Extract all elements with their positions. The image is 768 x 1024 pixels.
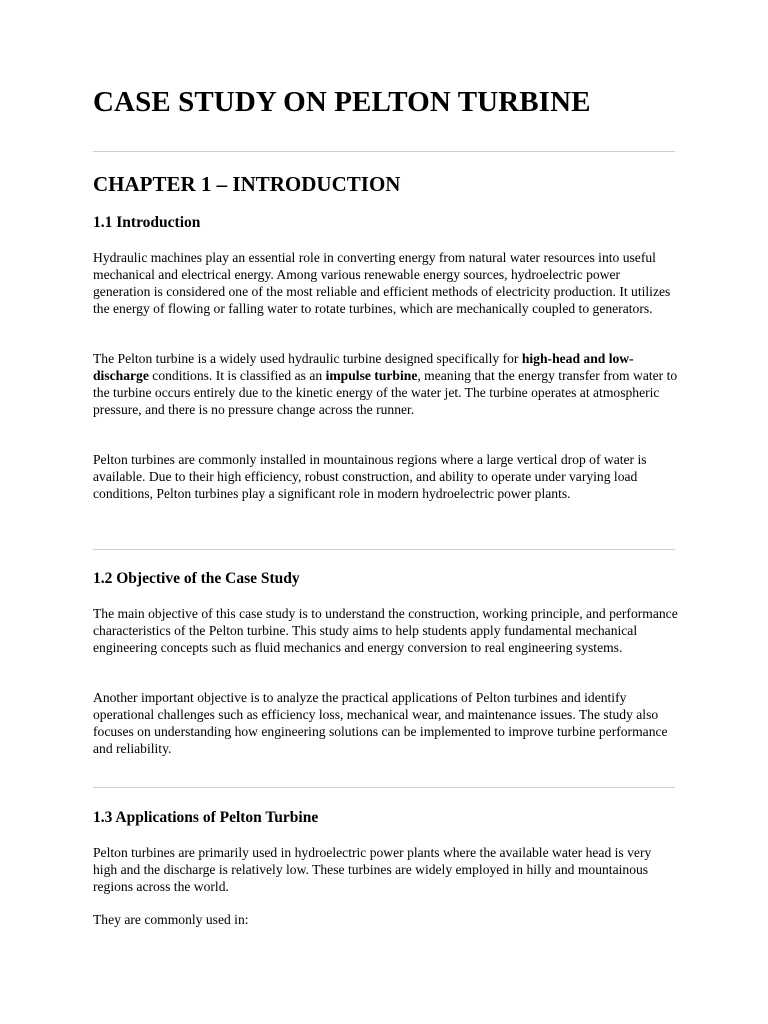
paragraph: Hydraulic machines play an essential role in converting energy from natural water resources into useful mechanical and electrical energy. Among various renewable energy sources, hydroelectric power generation is considered one of the most reliable and efficient methods of electricity production. It utilizes the energy of flowing or falling water to rotate turbines, which are mechanically coupled to generators. bbox=[93, 250, 671, 316]
emphasis-text: high-head and low-discharge bbox=[93, 351, 634, 383]
chapter-title: CHAPTER 1 – INTRODUCTION bbox=[93, 172, 401, 196]
paragraph-text: The Pelton turbine is a widely used hydraulic turbine designed specifically for bbox=[93, 351, 522, 366]
paragraph-text: , meaning that the energy transfer from water to the turbine occurs entirely due to the kinetic energy of the water jet. The turbine operates at atmospheric pressure, and there is no pressure change across the runner. bbox=[93, 367, 678, 417]
section-heading-objective: 1.2 Objective of the Case Study bbox=[93, 570, 300, 587]
paragraph: Pelton turbines are primarily used in hydroelectric power plants where the available water head is very high and the discharge is relatively low. These turbines are widely employed in hilly and mountainous regions across the world. bbox=[93, 845, 652, 894]
paragraph: They are commonly used in: bbox=[93, 912, 249, 927]
section-heading-introduction: 1.1 Introduction bbox=[93, 214, 201, 231]
paragraph: Another important objective is to analyze the practical applications of Pelton turbines and identify operational challenges such as efficiency loss, mechanical wear, and maintenance issues. The study also focuses on understanding how engineering solutions can be implemented to improve turbine performance and reliability. bbox=[93, 690, 668, 756]
paragraph: Pelton turbines are commonly installed in mountainous regions where a large vertical drop of water is available. Due to their high efficiency, robust construction, and ability to operate under varying load conditions, Pelton turbines play a significant role in modern hydroelectric power plants. bbox=[93, 452, 647, 501]
paragraph bbox=[93, 351, 678, 419]
emphasis-text: impulse turbine bbox=[325, 367, 418, 383]
divider bbox=[93, 787, 675, 788]
divider bbox=[93, 549, 675, 550]
paragraph-text: conditions. It is classified as an bbox=[148, 367, 326, 383]
section-heading-applications: 1.3 Applications of Pelton Turbine bbox=[93, 809, 319, 826]
document-title: CASE STUDY ON PELTON TURBINE bbox=[93, 86, 591, 118]
divider bbox=[93, 151, 675, 152]
paragraph: The main objective of this case study is to understand the construction, working principle, and performance characteristics of the Pelton turbine. This study aims to help students apply fundamental mechanical engineering concepts such as fluid mechanics and energy conversion to real engineering systems. bbox=[93, 606, 678, 655]
